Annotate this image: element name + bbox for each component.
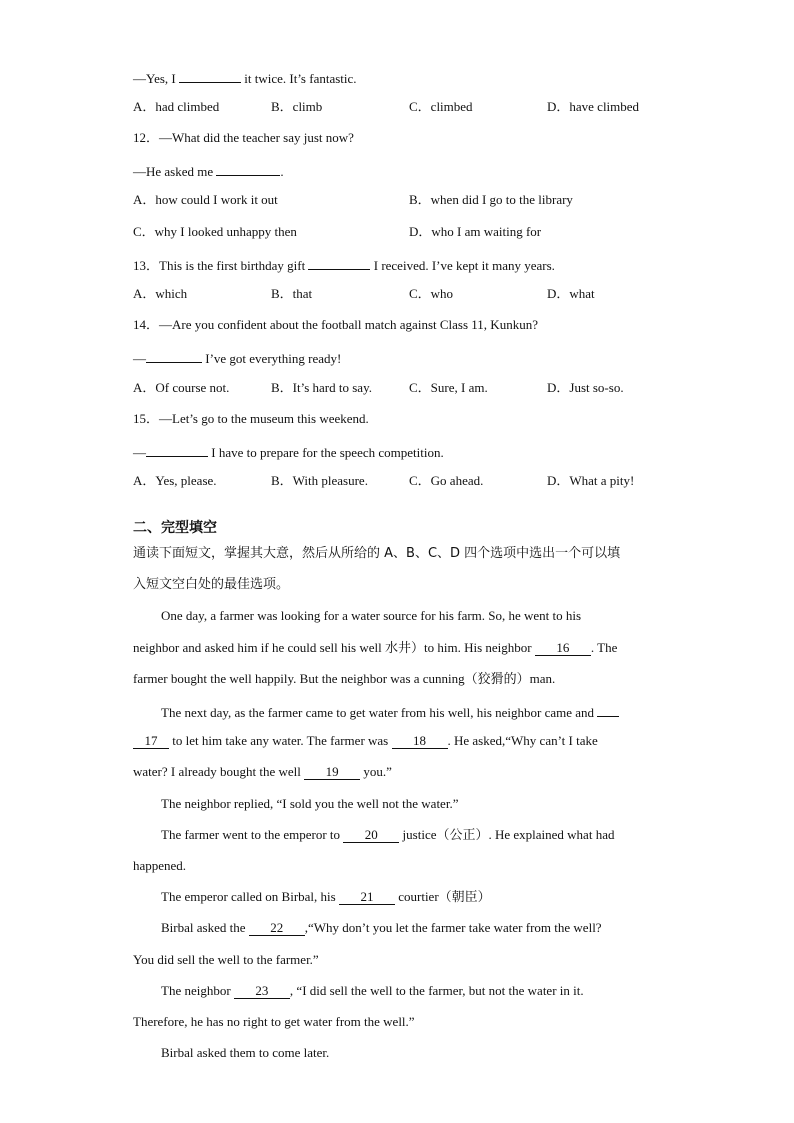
q12-question: 12．—What did the teacher say just now? <box>133 130 354 145</box>
q11-option-b[interactable]: B．climb <box>271 99 323 114</box>
q13-question-post: I received. I’ve kept it many years. <box>370 258 555 273</box>
passage-text: you.” <box>360 764 392 779</box>
q12-answer-line <box>133 160 661 181</box>
q15-answer-line <box>133 441 661 462</box>
q12-blank[interactable] <box>216 160 280 176</box>
passage-p1-line2 <box>133 639 661 657</box>
q11-option-d[interactable]: D．have climbed <box>547 99 640 114</box>
q14-answer-post: I’ve got everything ready! <box>202 351 342 366</box>
blank-16[interactable]: 16 <box>535 640 591 656</box>
q13-option-c[interactable]: C．who <box>409 286 454 301</box>
passage-p4-line1 <box>161 826 661 844</box>
passage-text: The emperor called on Birbal, his <box>161 889 339 904</box>
q14-question: 14．—Are you confident about the football match against Class 11, Kunkun? <box>133 317 538 332</box>
blank-18[interactable]: 18 <box>392 733 448 749</box>
blank-17[interactable]: 17 <box>133 733 169 749</box>
passage-text: , “I did sell the well to the farmer, but not the water in it. <box>289 983 584 998</box>
q13-option-b[interactable]: B．that <box>271 286 313 301</box>
q13-option-d[interactable]: D．what <box>547 286 595 301</box>
passage-text: courtier（朝臣） <box>394 889 491 904</box>
passage-text: The next day, as the farmer came to get water from his well, his neighbor came and <box>161 705 598 720</box>
q14-answer-pre: — <box>133 351 146 366</box>
passage-text: justice（公正）. He explained what had <box>399 827 615 842</box>
q15-answer-post: I have to prepare for the speech competition. <box>208 445 444 460</box>
q11-answer-line <box>133 67 661 88</box>
passage-p1-line1: One day, a farmer was looking for a water source for his farm. So, he went to his <box>161 608 582 623</box>
q11-option-c[interactable]: C．climbed <box>409 99 473 114</box>
section-instruction-1: 通读下面短文，掌握其大意，然后从所给的 A、B、C、D 四个选项中选出一个可以填 <box>133 546 621 561</box>
passage-p8: Birbal asked them to come later. <box>161 1045 330 1060</box>
q14-option-a[interactable]: A．Of course not. <box>133 380 230 395</box>
q14-blank[interactable] <box>146 347 202 363</box>
passage-p4-line2: happened. <box>133 858 187 873</box>
passage-text: neighbor and asked him if he could sell his well 水井）to him. His neighbor <box>133 640 535 655</box>
q12-answer-post: . <box>280 164 284 179</box>
passage-text: water? I already bought the well <box>133 764 305 779</box>
blank-19[interactable]: 19 <box>304 764 360 780</box>
passage-text: to let him take any water. The farmer was <box>169 733 392 748</box>
blank-20[interactable]: 20 <box>343 827 399 843</box>
q15-blank[interactable] <box>146 441 208 457</box>
passage-p3: The neighbor replied, “I sold you the well not the water.” <box>161 796 459 811</box>
blank-23[interactable]: 23 <box>234 983 290 999</box>
passage-p7-line1 <box>161 982 661 1000</box>
q12-option-a[interactable]: A．how could I work it out <box>133 192 278 207</box>
passage-p5 <box>161 888 661 906</box>
section-title: 二、完型填空 <box>133 520 217 536</box>
passage-text: ,“Why don’t you let the farmer take water from the well? <box>304 920 602 935</box>
passage-p2-line2 <box>133 732 661 750</box>
passage-text: The neighbor <box>161 983 234 998</box>
q13-question <box>133 254 661 275</box>
q11-answer-pre: —Yes, I <box>133 71 179 86</box>
q15-option-a[interactable]: A．Yes, please. <box>133 473 217 488</box>
passage-p2-line1 <box>161 701 661 722</box>
q13-option-a[interactable]: A．which <box>133 286 188 301</box>
blank-17-start[interactable] <box>597 701 619 717</box>
passage-text: Birbal asked the <box>161 920 249 935</box>
blank-22[interactable]: 22 <box>249 920 305 936</box>
q12-option-c[interactable]: C．why I looked unhappy then <box>133 224 297 239</box>
q14-option-c[interactable]: C．Sure, I am. <box>409 380 488 395</box>
q12-option-b[interactable]: B．when did I go to the library <box>409 192 573 207</box>
passage-text: The farmer went to the emperor to <box>161 827 344 842</box>
q15-answer-pre: — <box>133 445 146 460</box>
passage-text: . The <box>590 640 618 655</box>
q14-option-d[interactable]: D．Just so-so. <box>547 380 624 395</box>
q15-option-d[interactable]: D．What a pity! <box>547 473 635 488</box>
q15-option-b[interactable]: B．With pleasure. <box>271 473 368 488</box>
passage-p6-line2: You did sell the well to the farmer.” <box>133 952 319 967</box>
q15-option-c[interactable]: C．Go ahead. <box>409 473 484 488</box>
passage-p1-line3: farmer bought the well happily. But the neighbor was a cunning（狡猾的）man. <box>133 671 556 686</box>
q14-option-b[interactable]: B．It’s hard to say. <box>271 380 372 395</box>
q13-question-pre: 13．This is the first birthday gift <box>133 258 309 273</box>
q13-blank[interactable] <box>308 254 370 270</box>
q11-blank[interactable] <box>179 67 241 83</box>
q11-answer-post: it twice. It’s fantastic. <box>241 71 357 86</box>
section-instruction-2: 入短文空白处的最佳选项。 <box>133 577 290 592</box>
passage-p6-line1 <box>161 919 661 937</box>
passage-text: . He asked,“Why can’t I take <box>447 733 598 748</box>
passage-p2-line3 <box>133 763 661 781</box>
q14-answer-line <box>133 347 661 368</box>
q11-option-a[interactable]: A．had climbed <box>133 99 220 114</box>
passage-p7-line2: Therefore, he has no right to get water from the well.” <box>133 1014 415 1029</box>
q12-option-d[interactable]: D．who I am waiting for <box>409 224 542 239</box>
q15-question: 15．—Let’s go to the museum this weekend. <box>133 411 369 426</box>
q12-answer-pre: —He asked me <box>133 164 217 179</box>
blank-21[interactable]: 21 <box>339 889 395 905</box>
